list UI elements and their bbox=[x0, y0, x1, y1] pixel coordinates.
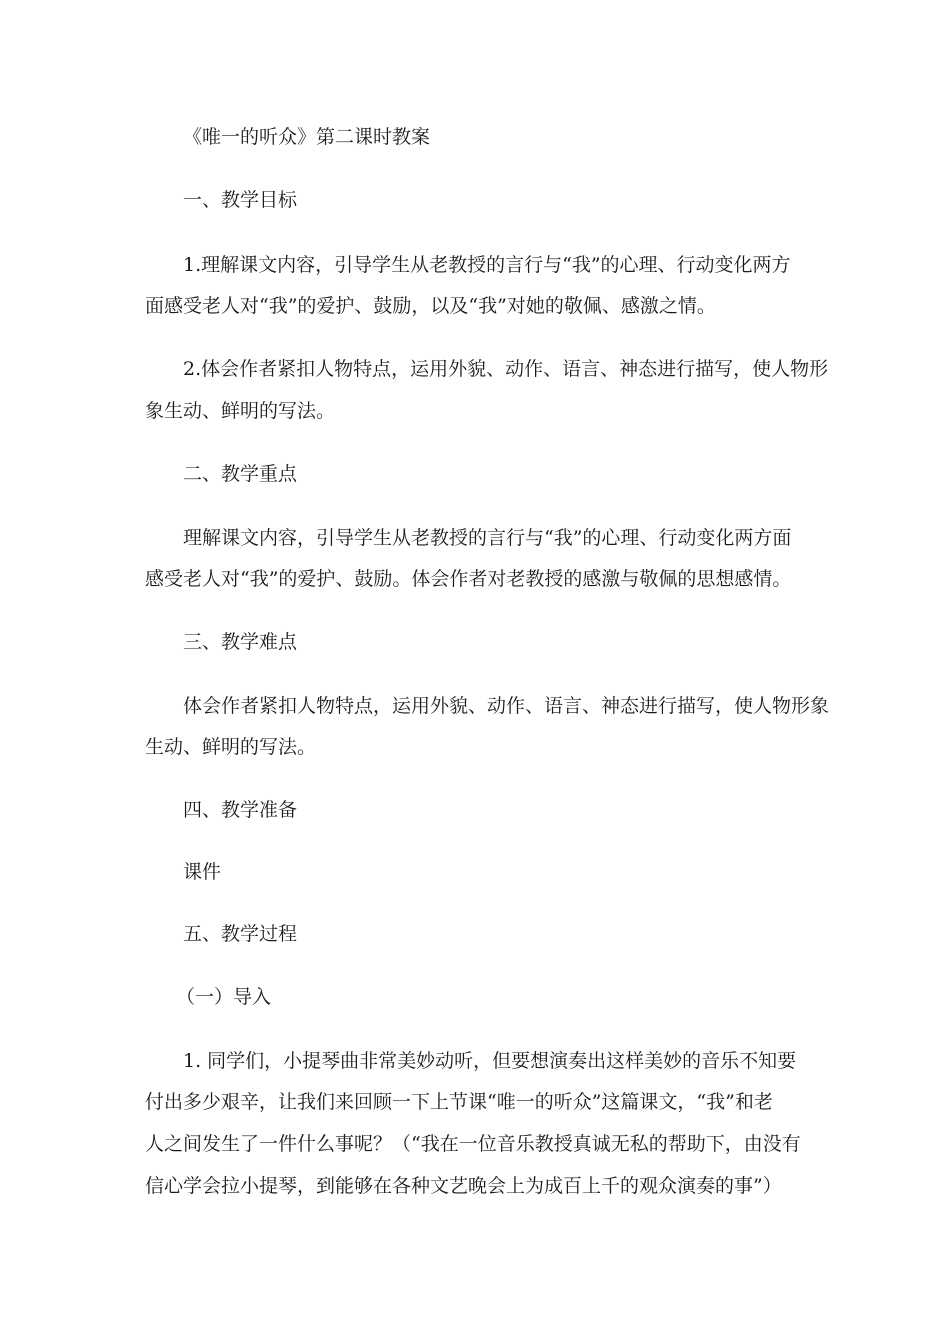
document-title: 《唯一的听众》第二课时教案 bbox=[183, 126, 431, 148]
intro-line-4: 信心学会拉小提琴，到能够在各种文艺晚会上为成百上千的观众演奏的事”） bbox=[145, 1175, 782, 1197]
objective-1-line-1: 1.理解课文内容，引导学生从老教授的言行与“我”的心理、行动变化两方 bbox=[183, 254, 791, 276]
objective-2-line-2: 象生动、鲜明的写法。 bbox=[145, 400, 336, 422]
section-heading-key-points: 二、教学重点 bbox=[183, 463, 298, 485]
difficulties-line-2: 生动、鲜明的写法。 bbox=[145, 736, 317, 758]
objective-1-line-2: 面感受老人对“我”的爱护、鼓励，以及“我”对她的敬佩、感激之情。 bbox=[145, 295, 716, 317]
section-heading-process: 五、教学过程 bbox=[183, 923, 298, 945]
intro-line-3: 人之间发生了一件什么事呢？（“我在一位音乐教授真诚无私的帮助下，由没有 bbox=[145, 1133, 801, 1155]
key-points-line-1: 理解课文内容，引导学生从老教授的言行与“我”的心理、行动变化两方面 bbox=[183, 527, 792, 549]
subsection-heading-intro: （一）导入 bbox=[176, 986, 272, 1008]
preparation-item: 课件 bbox=[183, 861, 222, 883]
objective-2-line-1: 2.体会作者紧扣人物特点，运用外貌、动作、语言、神态进行描写，使人物形 bbox=[183, 358, 829, 380]
intro-line-2: 付出多少艰辛，让我们来回顾一下上节课“唯一的听众”这篇课文，“我”和老 bbox=[145, 1091, 773, 1113]
intro-line-1: 1. 同学们，小提琴曲非常美妙动听，但要想演奏出这样美妙的音乐不知要 bbox=[183, 1050, 797, 1072]
section-heading-difficulties: 三、教学难点 bbox=[183, 631, 298, 653]
section-heading-objectives: 一、教学目标 bbox=[183, 189, 298, 211]
key-points-line-2: 感受老人对“我”的爱护、鼓励。体会作者对老教授的感激与敬佩的思想感情。 bbox=[145, 568, 792, 590]
difficulties-line-1: 体会作者紧扣人物特点，运用外貌、动作、语言、神态进行描写，使人物形象 bbox=[183, 695, 830, 717]
section-heading-preparation: 四、教学准备 bbox=[183, 799, 298, 821]
